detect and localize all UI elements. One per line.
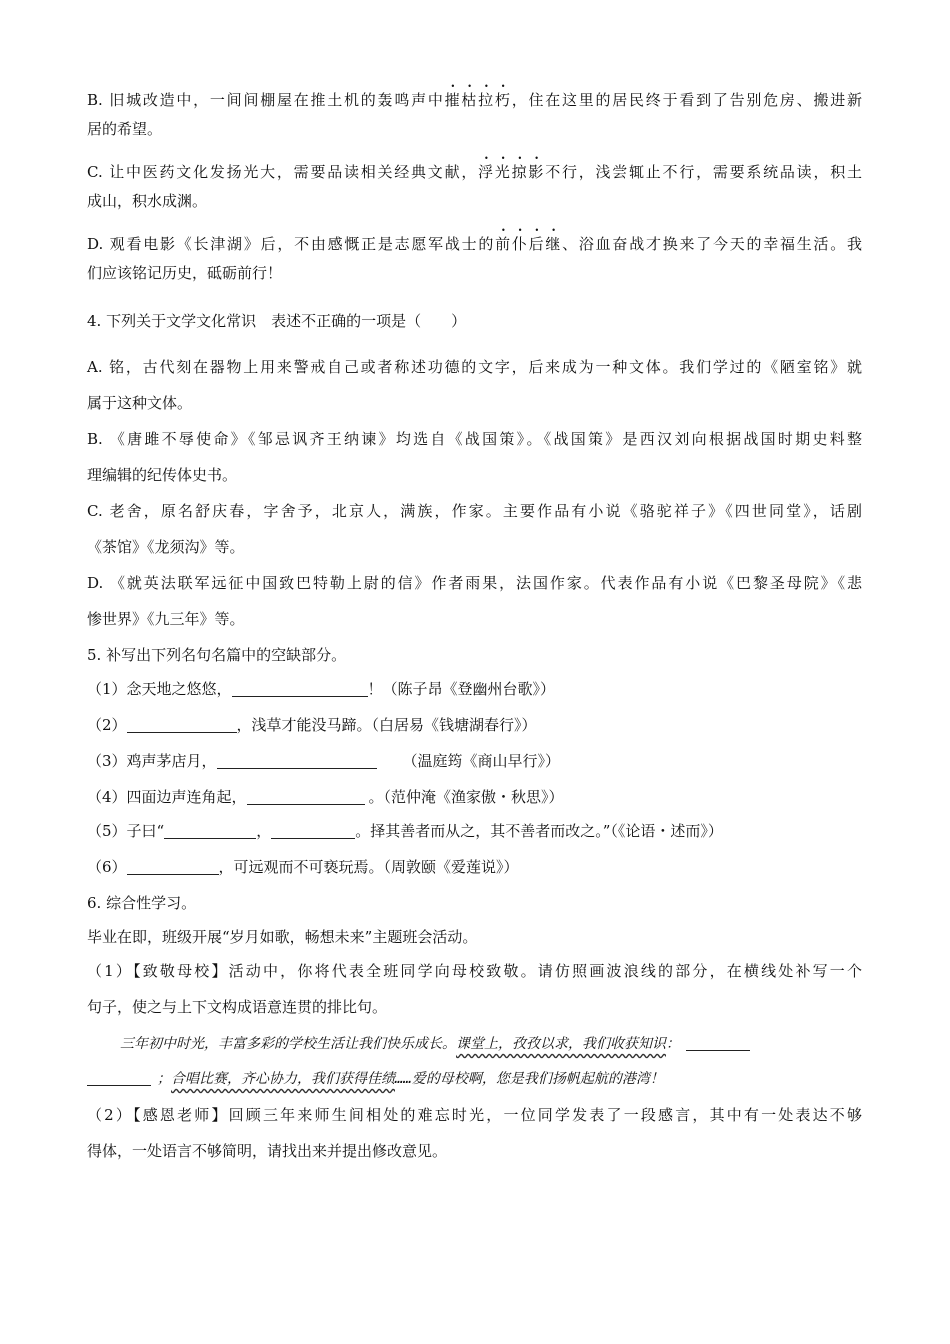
q3-option-c-line1: C. 让中医药文化发扬光大，需要品读相关经典文献，浮光掠影不行，浅尝辄止不行，需要系统品读，积土 [87,163,862,181]
q6-intro: 毕业在即，班级开展“岁月如歌，畅想未来”主题班会活动。 [87,928,478,946]
q4-option-d-line2: 惨世界》《九三年》等。 [87,610,245,628]
q4-option-d-line1: D. 《就英法联军远征中国致巴特勒上尉的信》作者雨果，法国作家。代表作品有小说《巴黎圣母院》《悲 [87,574,862,592]
answer-blank[interactable] [232,680,368,697]
answer-blank[interactable] [686,1034,750,1051]
q5-item-5: （5）子曰“ ， 。择其善者而从之，其不善者而改之。”（《论语・述而》） [87,822,723,840]
answer-blank[interactable] [87,1069,151,1086]
answer-blank[interactable] [164,822,256,839]
q5-item-1: （1）念天地之悠悠， ！（陈子昂《登幽州台歌》） [87,680,556,698]
q4-option-b-line2: 理编辑的纪传体史书。 [87,466,238,484]
q4-option-c-line2: 《茶馆》《龙须沟》等。 [87,538,245,556]
q5-item-4: （4）四面边声连角起， 。（范仲淹《渔家傲・秋思》） [87,788,564,806]
q5-item-3: （3）鸡声茅店月， （温庭筠《商山早行》） [87,752,561,770]
q3-option-d-line1: D. 观看电影《长津湖》后，不由感慨正是志愿军战士的前仆后继、浴血奋战才换来了今天的幸福生活。我 [87,235,862,253]
q3-option-d-emphasis: 前仆后继 [495,235,563,253]
q6-passage-line2: ；合唱比赛，齐心协力，我们获得佳绩……爱的母校啊，您是我们扬帆起航的港湾！ [87,1068,862,1090]
q4-option-c-line1: C. 老舍，原名舒庆春，字舍予，北京人，满族，作家。主要作品有小说《骆驼祥子》《四世同堂》，话剧 [87,502,862,520]
q3-option-b-emphasis: 摧枯拉朽 [444,91,512,109]
answer-blank[interactable] [127,716,237,733]
q6-wavy-sentence-2: 合唱比赛，齐心协力，我们获得佳绩 [171,1071,395,1087]
q3-option-c-emphasis: 浮光掠影 [478,163,546,181]
q6-sub2-line1: （2）【感恩老师】回顾三年来师生间相处的难忘时光，一位同学发表了一段感言，其中有一处表达不够 [87,1106,862,1124]
answer-blank[interactable] [217,752,377,769]
q6-stem: 6. 综合性学习。 [87,894,197,912]
answer-blank[interactable] [247,788,365,805]
q6-passage-line1: 三年初中时光，丰富多彩的学校生活让我们快乐成长。课堂上，孜孜以求，我们收获知识： [120,1033,862,1055]
q3-option-d-line2: 们应该铭记历史，砥砺前行！ [87,264,283,282]
answer-blank[interactable] [127,858,219,875]
q6-wavy-sentence-1: 课堂上，孜孜以求，我们收获知识 [456,1036,666,1052]
q4-stem: 4. 下列关于文学文化常识 表述不正确的一项是（ ） [87,312,467,330]
q4-option-a-line2: 属于这种文体。 [87,394,193,412]
q3-option-c-line2: 成山，积水成渊。 [87,192,208,210]
q6-sub1-line1: （1）【致敬母校】活动中，你将代表全班同学向母校致敬。请仿照画波浪线的部分，在横线处补写一个 [87,962,862,980]
q3-option-b-line2: 居的希望。 [87,120,163,138]
q5-item-6: （6） ，可远观而不可亵玩焉。（周敦颐《爱莲说》） [87,858,519,876]
q3-option-b-line1: B. 旧城改造中，一间间棚屋在推土机的轰鸣声中摧枯拉朽，住在这里的居民终于看到了告别危房、搬进新 [87,91,862,109]
q4-option-a-line1: A. 铭，古代刻在器物上用来警戒自己或者称述功德的文字，后来成为一种文体。我们学过的《陋室铭》就 [87,358,862,376]
q5-stem: 5. 补写出下列名句名篇中的空缺部分。 [87,646,347,664]
q6-sub2-line2: 得体，一处语言不够简明，请找出来并提出修改意见。 [87,1142,448,1160]
q4-option-b-line1: B. 《唐雎不辱使命》《邹忌讽齐王纳谏》均选自《战国策》。《战国策》是西汉刘向根据战国时期史料整 [87,430,862,448]
answer-blank[interactable] [271,822,355,839]
q5-item-2: （2） ，浅草才能没马蹄。（白居易《钱塘湖春行》） [87,716,537,734]
q6-sub1-line2: 句子，使之与上下文构成语意连贯的排比句。 [87,998,388,1016]
